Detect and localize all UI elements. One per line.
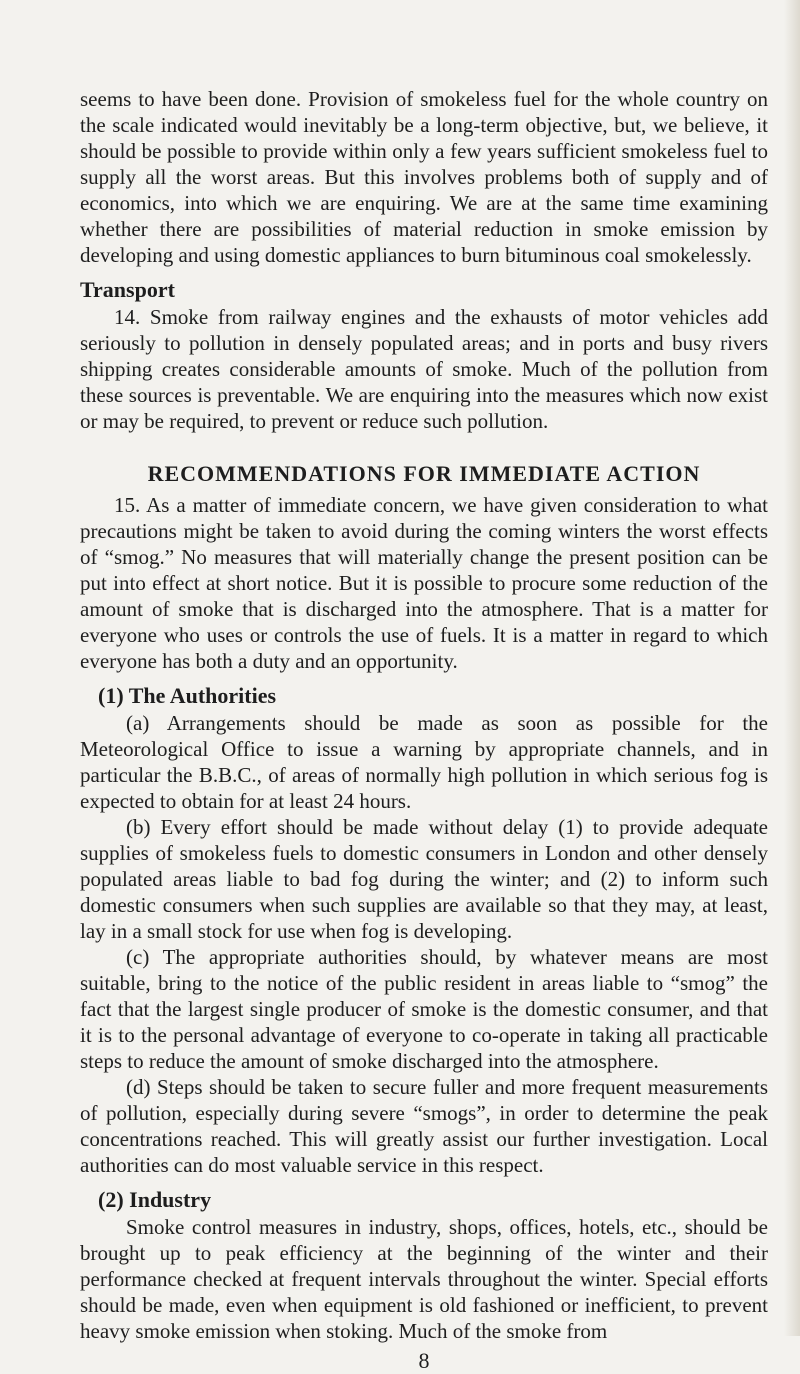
section-heading-transport: Transport bbox=[80, 277, 175, 302]
page-edge-shadow bbox=[784, 0, 800, 1336]
continuation-paragraph: seems to have been done. Provision of smokeless fuel for the whole country on the scale indicated would inevitably be a long-term objective, but, we believe, it should be possible to provide within only a few years sufficient smokeless fuel to supply all the worst areas. But this involves problems both of supply and of economics, into which we are enquiring. We are at the same time examining whether there are possibilities of material reduction in smoke emission by developing and using domestic appliances to burn bituminous coal smokelessly. bbox=[80, 87, 768, 267]
subheading-industry: (2) Industry bbox=[98, 1187, 212, 1212]
section-heading-recommendations: RECOMMENDATIONS FOR IMMEDIATE ACTION bbox=[147, 461, 701, 486]
paragraph-14: 14. Smoke from railway engines and the exhausts of motor vehicles add seriously to pollution in densely populated areas; and in ports and busy rivers shipping creates considerable amounts of smoke. Much of the pollution from these sources is preventable. We are enquiring into the measures which now exist or may be required, to prevent or reduce such pollution. bbox=[80, 305, 768, 433]
page-number: 8 bbox=[418, 1348, 430, 1373]
item-d: (d) Steps should be taken to secure fuller and more frequent measurements of pollution, especially during severe “smogs”, in order to determine the peak concentrations reached. This will greatly assist our further investigation. Local authorities can do most valuable service in this respect. bbox=[80, 1075, 768, 1177]
item-c: (c) The appropriate authorities should, by whatever means are most suitable, bring to the notice of the public resident in areas liable to “smog” the fact that the largest single producer of smoke is the domestic consumer, and that it is to the personal advantage of everyone to co-operate in taking all practicable steps to reduce the amount of smoke discharged into the atmosphere. bbox=[80, 945, 768, 1073]
paragraph-15: 15. As a matter of immediate concern, we have given consideration to what precautions might be taken to avoid during the coming winters the worst effects of “smog.” No measures that will materially change the present position can be put into effect at short notice. But it is possible to procure some reduction of the amount of smoke that is discharged into the atmosphere. That is a matter for everyone who uses or controls the use of fuels. It is a matter in regard to which everyone has both a duty and an opportunity. bbox=[80, 493, 768, 673]
item-b: (b) Every effort should be made without delay (1) to provide adequate supplies of smokeless fuels to domestic consumers in London and other densely populated areas liable to bad fog during the winter; and (2) to inform such domestic consumers when such supplies are available so that they may, at least, lay in a small stock for use when fog is developing. bbox=[80, 815, 768, 943]
industry-paragraph: Smoke control measures in industry, shops, offices, hotels, etc., should be brought up to peak efficiency at the beginning of the winter and their performance checked at frequent intervals throughout the winter. Special efforts should be made, even when equipment is old fashioned or inefficient, to prevent heavy smoke emission when stoking. Much of the smoke from bbox=[80, 1215, 768, 1343]
item-a: (a) Arrangements should be made as soon as possible for the Meteorological Office to issue a warning by appropriate channels, and in particular the B.B.C., of areas of normally high pollution in which serious fog is expected to obtain for at least 24 hours. bbox=[80, 711, 768, 813]
document-page bbox=[80, 86, 768, 1374]
subheading-authorities: (1) The Authorities bbox=[98, 683, 277, 708]
